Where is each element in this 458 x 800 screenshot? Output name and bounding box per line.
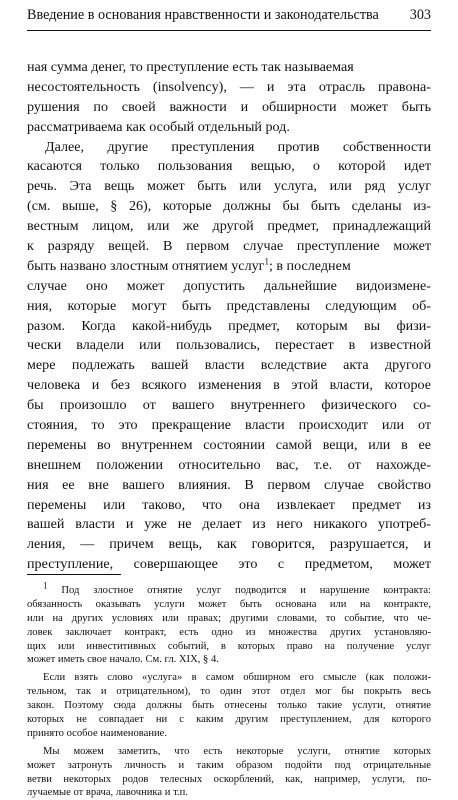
- text-line-with-footnote: [27, 257, 431, 277]
- text-line: случае оно может допустить дальнейшие видоизмене-: [27, 277, 431, 294]
- text-line: внешнем положении относительно вас, т.е. от нахожде-: [27, 456, 431, 473]
- footnote-line: Если взять слово «услуга» в самом обширном его смысле (как положи-: [43, 672, 431, 684]
- text-line: ния, которые могут быть представлены следующим об-: [27, 297, 431, 314]
- text-line: касаются только пользования вещью, о которой идет: [27, 158, 431, 175]
- main-text: [27, 58, 431, 575]
- footnote-line: ветви некоторых родов телесных оскорблений, как, например, услуги, по-: [27, 773, 431, 785]
- footnote-line: обязанность оказывать услуги может быть основана или на контракте,: [27, 598, 431, 610]
- text-line: рушения по своей важности и обширности может быть: [27, 98, 431, 115]
- text-line: (см. выше, § 26), которые должны бы быть сделаны из-: [27, 198, 431, 215]
- footnote-line: тельном, так и отрицательном), то один этот отдел мог бы покрыть весь: [27, 686, 431, 698]
- footnote-line: лучаемые от врача, лавочника и т.п.: [27, 787, 188, 799]
- text-line: ления, — причем вещь, как говорится, разрушается, и: [27, 536, 431, 553]
- text-line: человека и без всякого изменения в этой власти, которое: [27, 377, 431, 394]
- header-rule: [27, 30, 431, 31]
- footnote-line: щих или инвеститивных событий, в которых право на получение услуг: [27, 640, 431, 652]
- text-line: к разряду вещей. В первом случае преступление может: [27, 238, 431, 255]
- text-line: бы произошло от вашего внутреннего физического со-: [27, 397, 431, 414]
- footnote: [27, 580, 431, 800]
- text-line: преступление, совершающее это с предметом, может: [27, 556, 431, 573]
- running-header: [27, 6, 431, 24]
- text-segment: ; в последнем: [268, 257, 351, 274]
- page-number: 303: [409, 7, 431, 23]
- footnote-line: которых не совпадает ни с каким другим преступлением, для которого: [27, 714, 431, 726]
- footnote-line: принято особое наименование.: [27, 727, 168, 739]
- footnote-line: может затронуть личность и таким образом подойти под отрицательные: [27, 759, 431, 771]
- text-line: перемены или таково, что она извлекает предмет из: [27, 496, 431, 513]
- text-line: вашей власти и уже не делает из него никакого употреб-: [27, 516, 431, 533]
- text-line: речь. Эта вещь может быть или услуга, или ряд услуг: [27, 178, 431, 195]
- text-line: перемены во внутреннем состоянии самой вещи, или в ее: [27, 436, 431, 453]
- footnote-reference: 1: [264, 256, 269, 267]
- running-title: Введение в основания нравственности и законодательства: [27, 7, 379, 23]
- text-line: Далее, другие преступления против собственности: [45, 138, 431, 155]
- text-line: чески владели или пользовались, перестает в известной: [27, 337, 431, 354]
- footnote-line: Мы можем заметить, что есть некоторые услуги, отнятие которых: [43, 745, 431, 757]
- text-line: мере подлежать вашей власти вследствие акта другого: [27, 357, 431, 374]
- text-line: вестным лицом, или же другой предмет, принадлежащий: [27, 218, 431, 235]
- footnote-line: закон. Поэтому сюда должны быть отнесены только такие услуги, отнятие: [27, 700, 431, 712]
- footnote-line: или на других условиях или правах; другими словами, то событие, что че-: [27, 612, 431, 624]
- text-line: стояния, то это прекращение власти происходит или от: [27, 417, 431, 434]
- text-segment: быть названо злостным отнятием услуг: [27, 257, 265, 274]
- text-line: ния ее вне вашего влияния. В первом случае свойство: [27, 476, 431, 493]
- text-line: рассматриваема как особый отдельный род.: [27, 118, 290, 135]
- text-line: разом. Когда какой-нибудь предмет, которым вы физи-: [27, 317, 431, 334]
- footnote-rule: [27, 574, 121, 575]
- footnote-number: 1: [43, 580, 48, 591]
- footnote-line: ловек заключает контракт, есть одно из множества других установляю-: [27, 626, 431, 638]
- text-line: несостоятельность (insolvency), — и эта отрасль правона-: [27, 78, 431, 95]
- footnote-line: может иметь свое начало. См. гл. XIX, § 4.: [27, 654, 219, 666]
- text-segment: Под злостное отнятие услуг подводится и нарушение контракта:: [61, 585, 431, 596]
- text-line: ная сумма денег, то преступление есть так называемая: [27, 59, 354, 75]
- footnote-line: [27, 580, 431, 598]
